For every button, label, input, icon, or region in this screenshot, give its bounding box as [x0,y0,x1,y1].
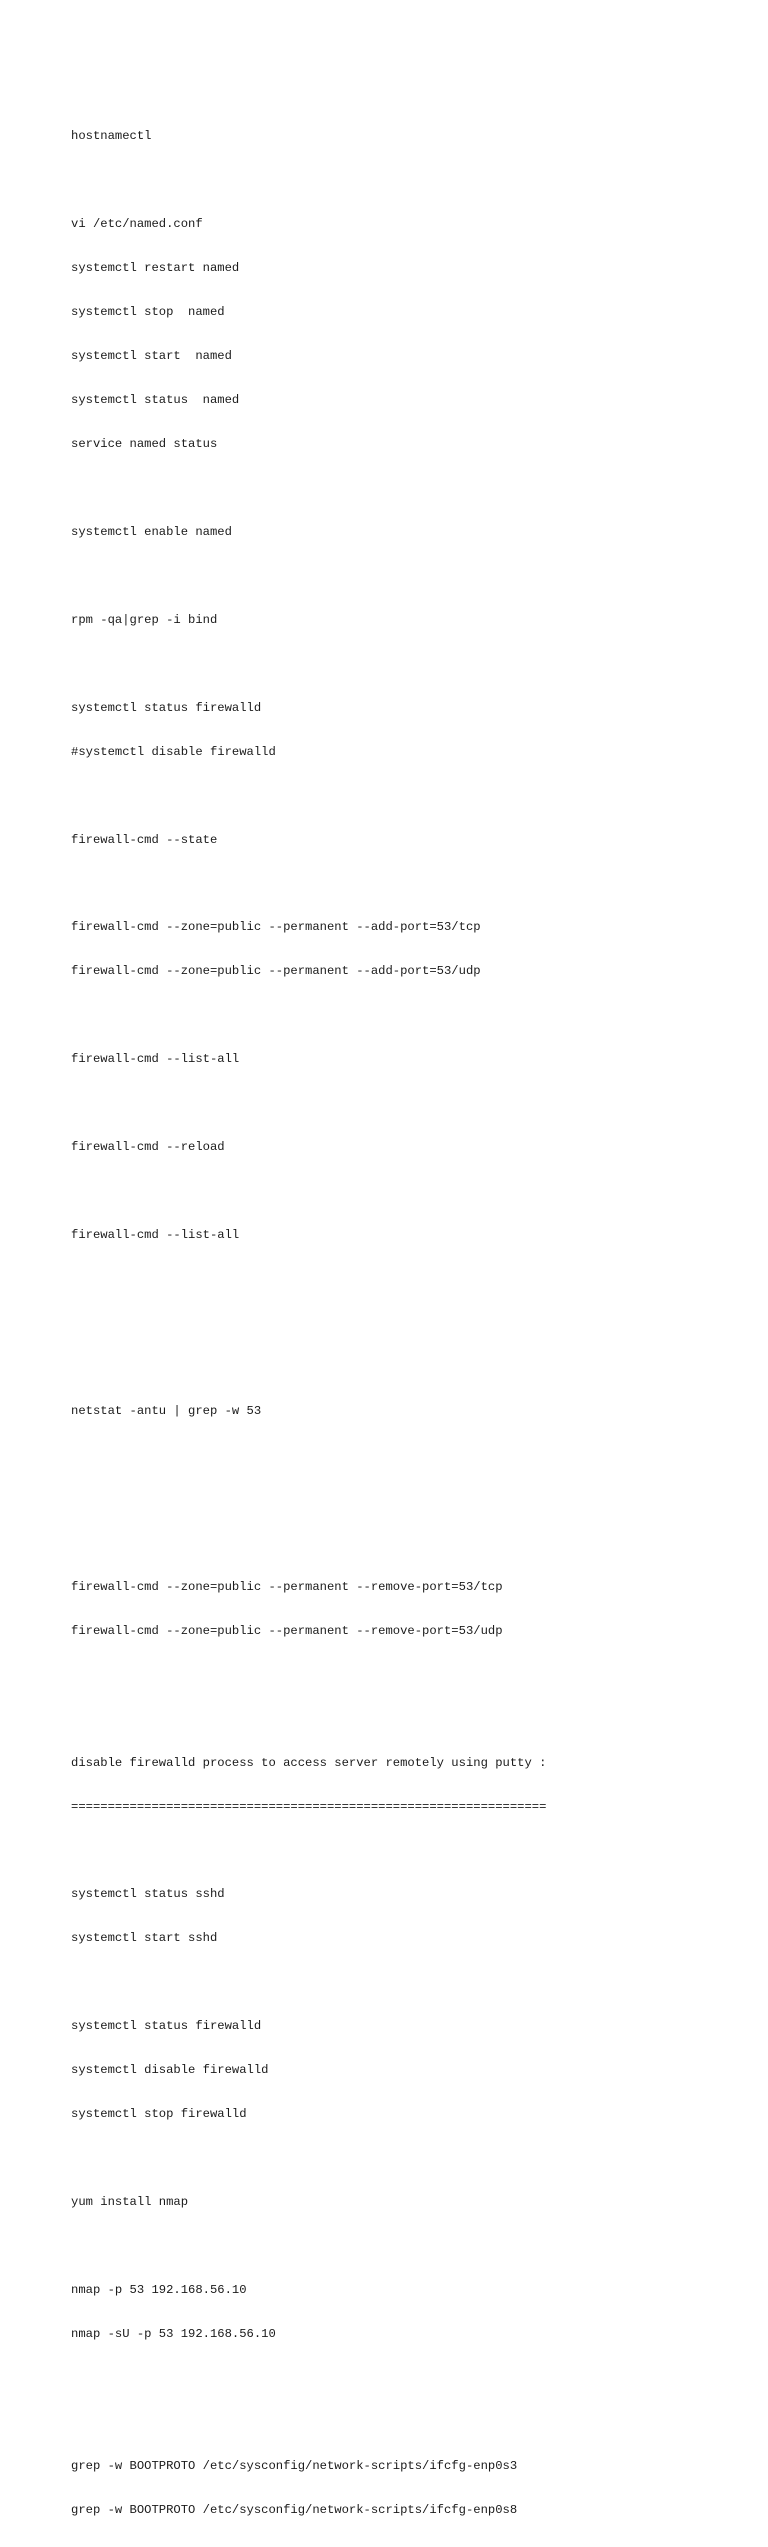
text-line: grep -w BOOTPROTO /etc/sysconfig/network-scripts/ifcfg-enp0s3 [71,2458,518,2473]
text-line: firewall-cmd --state [71,832,218,847]
command-text-block [71,100,546,2547]
text-line [71,1184,546,1199]
text-line: firewall-cmd --reload [71,1140,225,1155]
text-line: vi /etc/named.conf [71,217,203,232]
text-line [71,2239,546,2254]
text-line [71,1448,546,1463]
text-line: rpm -qa|grep -i bind [71,612,218,627]
text-line: firewall-cmd --zone=public --permanent --add-port=53/udp [71,964,481,979]
text-line: systemctl stop firewalld [71,2107,247,2122]
text-line: netstat -antu | grep -w 53 [71,1403,262,1418]
text-line [71,657,546,672]
text-line [71,2151,546,2166]
text-line: firewall-cmd --zone=public --permanent --remove-port=53/tcp [71,1579,503,1594]
text-line [71,1360,546,1375]
text-line: systemctl start named [71,349,232,364]
text-line: systemctl enable named [71,524,232,539]
text-line: grep -w BOOTPROTO /etc/sysconfig/network-scripts/ifcfg-enp0s8 [71,2502,518,2517]
text-line [71,1975,546,1990]
text-line [71,789,546,804]
text-line: firewall-cmd --list-all [71,1228,240,1243]
text-line: firewall-cmd --zone=public --permanent --remove-port=53/udp [71,1623,503,1638]
text-line [71,1712,546,1727]
text-line [71,173,546,188]
section-underline: ================================================================= [71,1799,547,1814]
text-line [71,1492,546,1507]
text-line: systemctl disable firewalld [71,2063,269,2078]
text-line: yum install nmap [71,2195,189,2210]
text-line [71,2415,546,2430]
text-line [71,1096,546,1111]
text-line: systemctl status named [71,393,240,408]
text-line: systemctl stop named [71,305,225,320]
text-line: nmap -p 53 192.168.56.10 [71,2283,247,2298]
text-line [71,1272,546,1287]
text-line: nmap -sU -p 53 192.168.56.10 [71,2326,276,2341]
text-line [71,481,546,496]
text-line [71,2371,546,2386]
text-line: service named status [71,436,218,451]
text-line: systemctl status firewalld [71,700,262,715]
text-line [71,569,546,584]
text-line: #systemctl disable firewalld [71,744,276,759]
text-line [71,1316,546,1331]
text-line: systemctl status firewalld [71,2019,262,2034]
text-line: systemctl start sshd [71,1931,218,1946]
text-line [71,1843,546,1858]
text-line: systemctl status sshd [71,1887,225,1902]
text-line: hostnamectl [71,129,152,144]
section-heading: disable firewalld process to access server remotely using putty : [71,1755,547,1770]
text-line [71,1668,546,1683]
text-line [71,1536,546,1551]
text-line [71,877,546,892]
text-line: firewall-cmd --zone=public --permanent --add-port=53/tcp [71,920,481,935]
text-line [71,1008,546,1023]
text-line: firewall-cmd --list-all [71,1052,240,1067]
text-line: systemctl restart named [71,261,240,276]
